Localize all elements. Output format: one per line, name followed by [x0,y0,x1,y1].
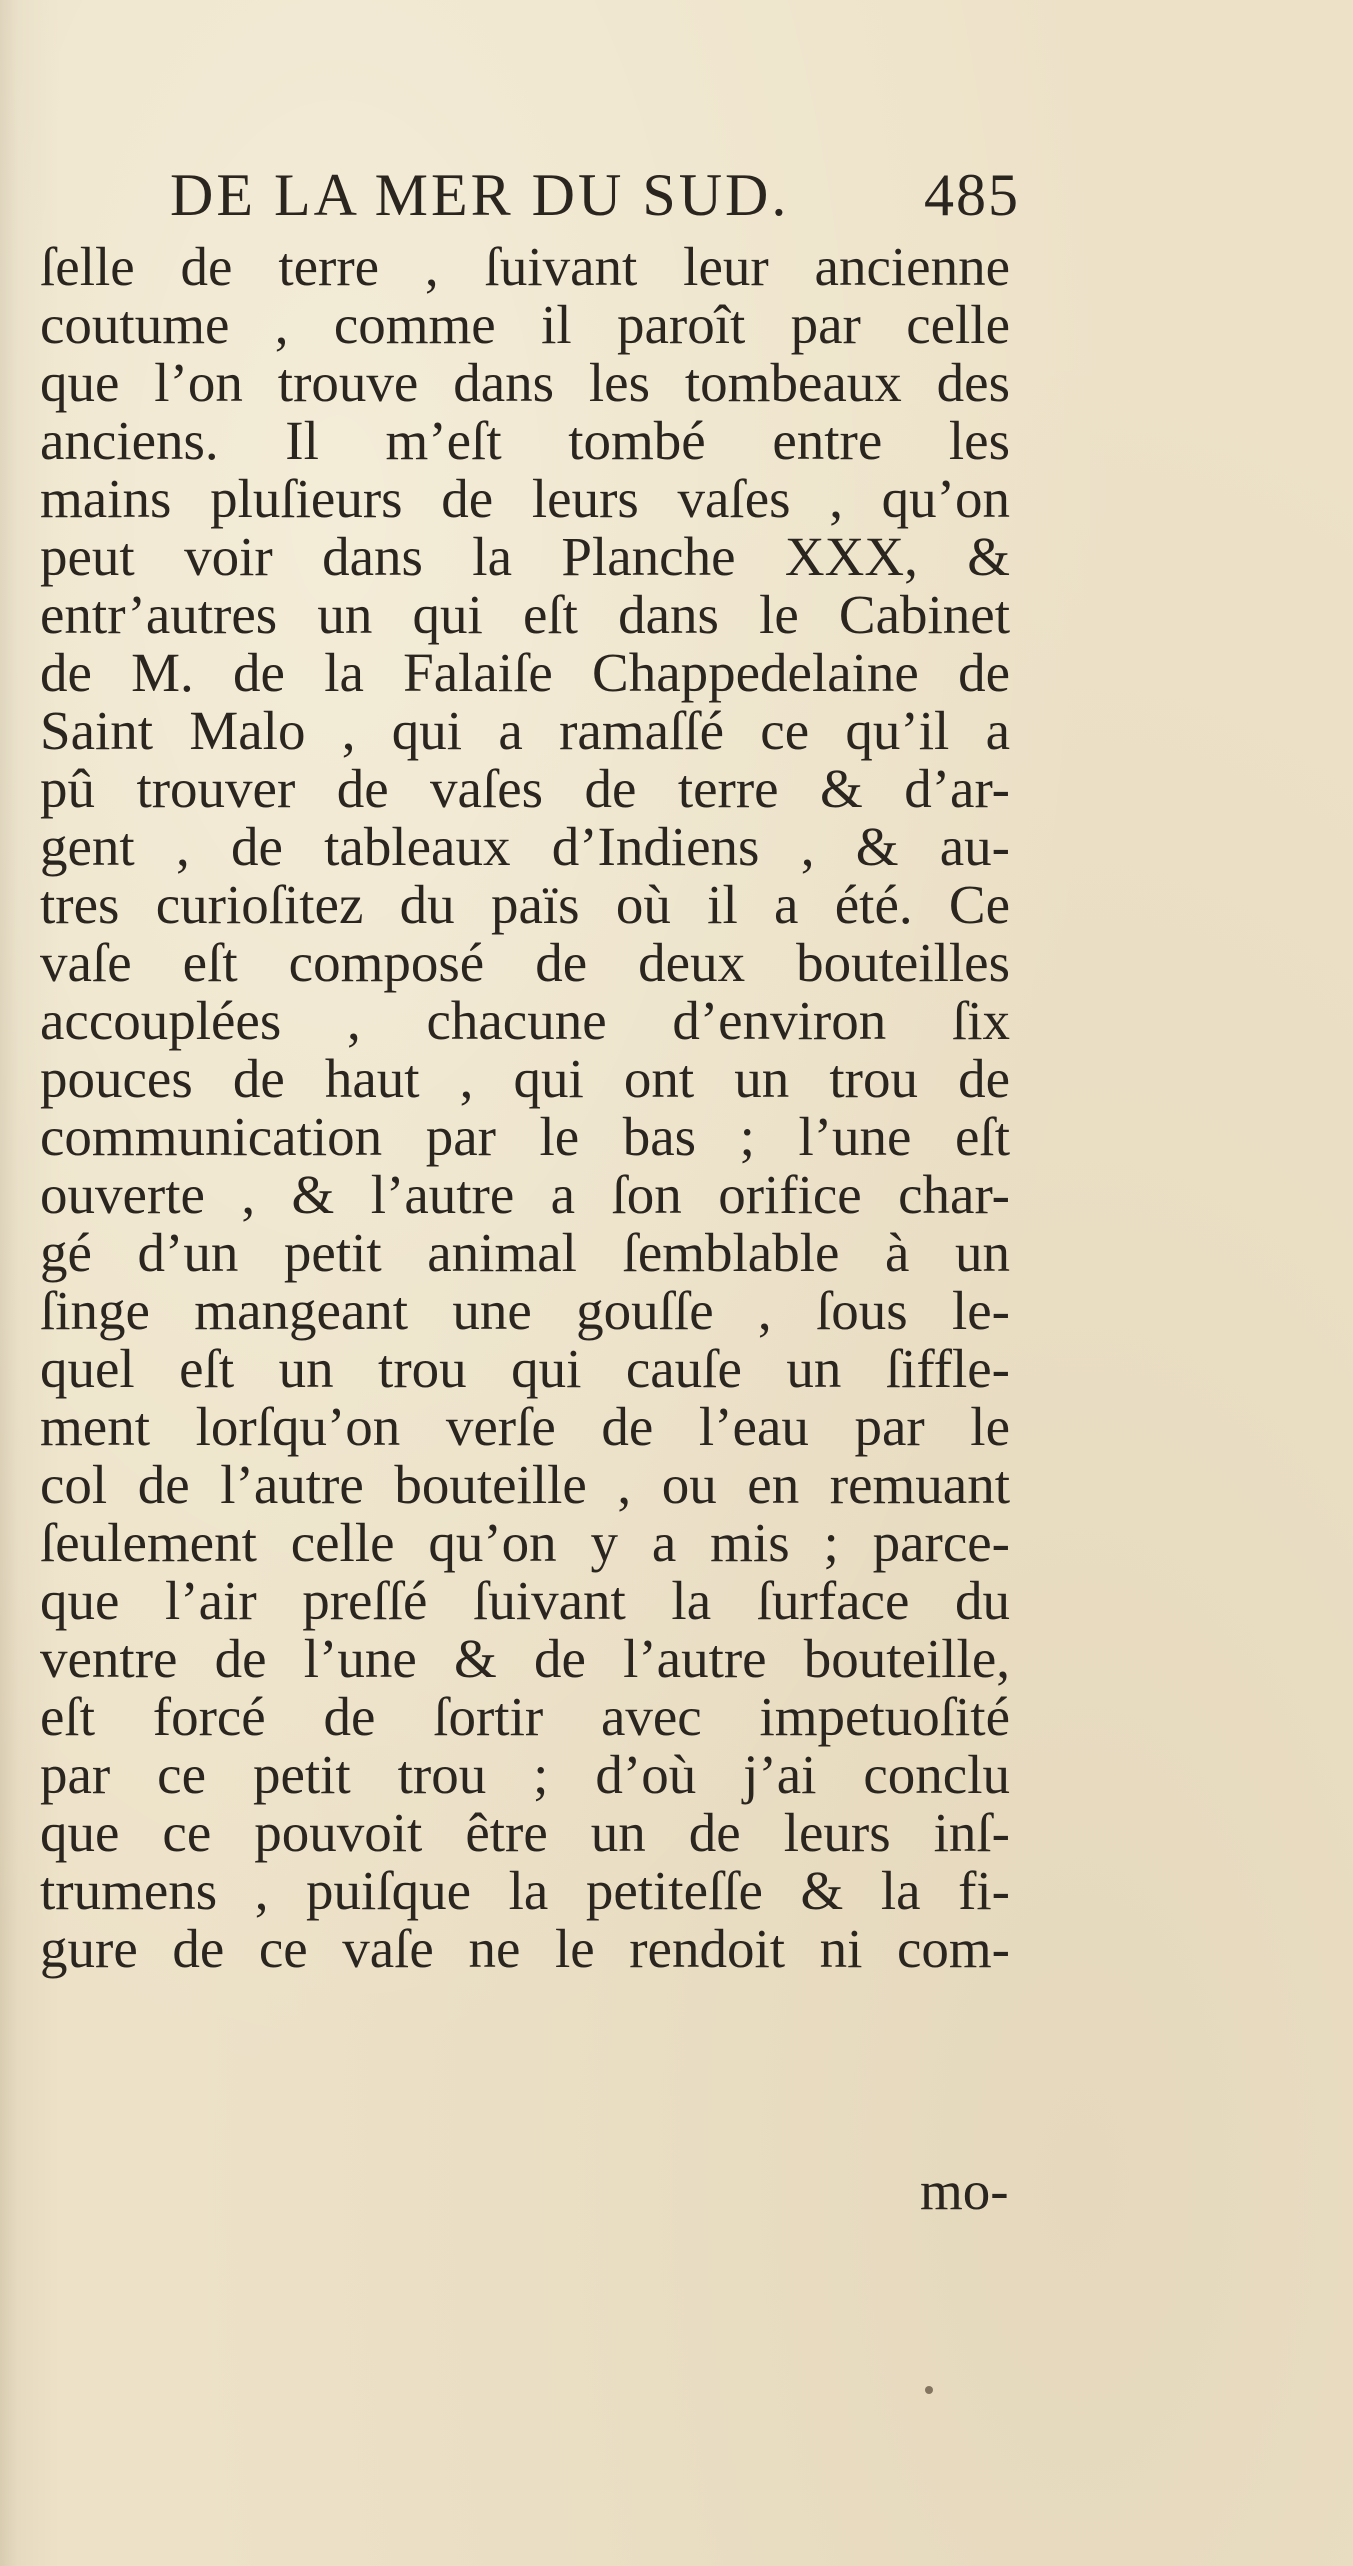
text-line: mains pluſieurs de leurs vaſes , qu’on [40,468,1010,529]
text-line: de M. de la Falaiſe Chappedelaine de [40,642,1010,703]
text-line: eſt forcé de ſortir avec impetuoſité [40,1686,1010,1747]
paper-spot [925,2386,933,2394]
text-line: gent , de tableaux d’Indiens , & au- [40,816,1010,877]
text-line: ſinge mangeant une gouſſe , ſous le- [40,1280,1010,1341]
text-line: ouverte , & l’autre a ſon orifice char- [40,1164,1010,1225]
text-line: pouces de haut , qui ont un trou de [40,1048,1010,1109]
text-line: par ce petit trou ; d’où j’ai conclu [40,1744,1010,1805]
text-line: que l’air preſſé ſuivant la ſurface du [40,1570,1010,1631]
text-line: pû trouver de vaſes de terre & d’ar- [40,758,1010,819]
running-head-title: DE LA MER DU SUD. [170,162,790,228]
text-line: trumens , puiſque la petiteſſe & la fi- [40,1860,1010,1921]
text-line: tres curioſitez du païs où il a été. Ce [40,874,1010,935]
text-body [40,238,1010,1978]
page-number: 485 [924,162,1020,228]
text-line: que ce pouvoit être un de leurs inſ- [40,1802,1010,1863]
text-line: peut voir dans la Planche XXX, & [40,526,1010,587]
text-line: coutume , comme il paroît par celle [40,294,1010,355]
catchword: mo- [920,2160,1009,2221]
text-line: vaſe eſt composé de deux bouteilles [40,932,1010,993]
running-head [170,160,1020,230]
text-line: communication par le bas ; l’une eſt [40,1106,1010,1167]
text-line: gure de ce vaſe ne le rendoit ni com- [40,1918,1010,1979]
text-line: ventre de l’une & de l’autre bouteille, [40,1628,1010,1689]
text-line: ſelle de terre , ſuivant leur ancienne [40,236,1010,297]
text-line: gé d’un petit animal ſemblable à un [40,1222,1010,1283]
text-line: anciens. Il m’eſt tombé entre les [40,410,1010,471]
text-line: quel eſt un trou qui cauſe un ſiffle- [40,1338,1010,1399]
text-line: Saint Malo , qui a ramaſſé ce qu’il a [40,700,1010,761]
text-line: accouplées , chacune d’environ ſix [40,990,1010,1051]
text-line: col de l’autre bouteille , ou en remuant [40,1454,1010,1515]
text-line: ment lorſqu’on verſe de l’eau par le [40,1396,1010,1457]
text-line: ſeulement celle qu’on y a mis ; parce- [40,1512,1010,1573]
text-line: entr’autres un qui eſt dans le Cabinet [40,584,1010,645]
text-line: que l’on trouve dans les tombeaux des [40,352,1010,413]
